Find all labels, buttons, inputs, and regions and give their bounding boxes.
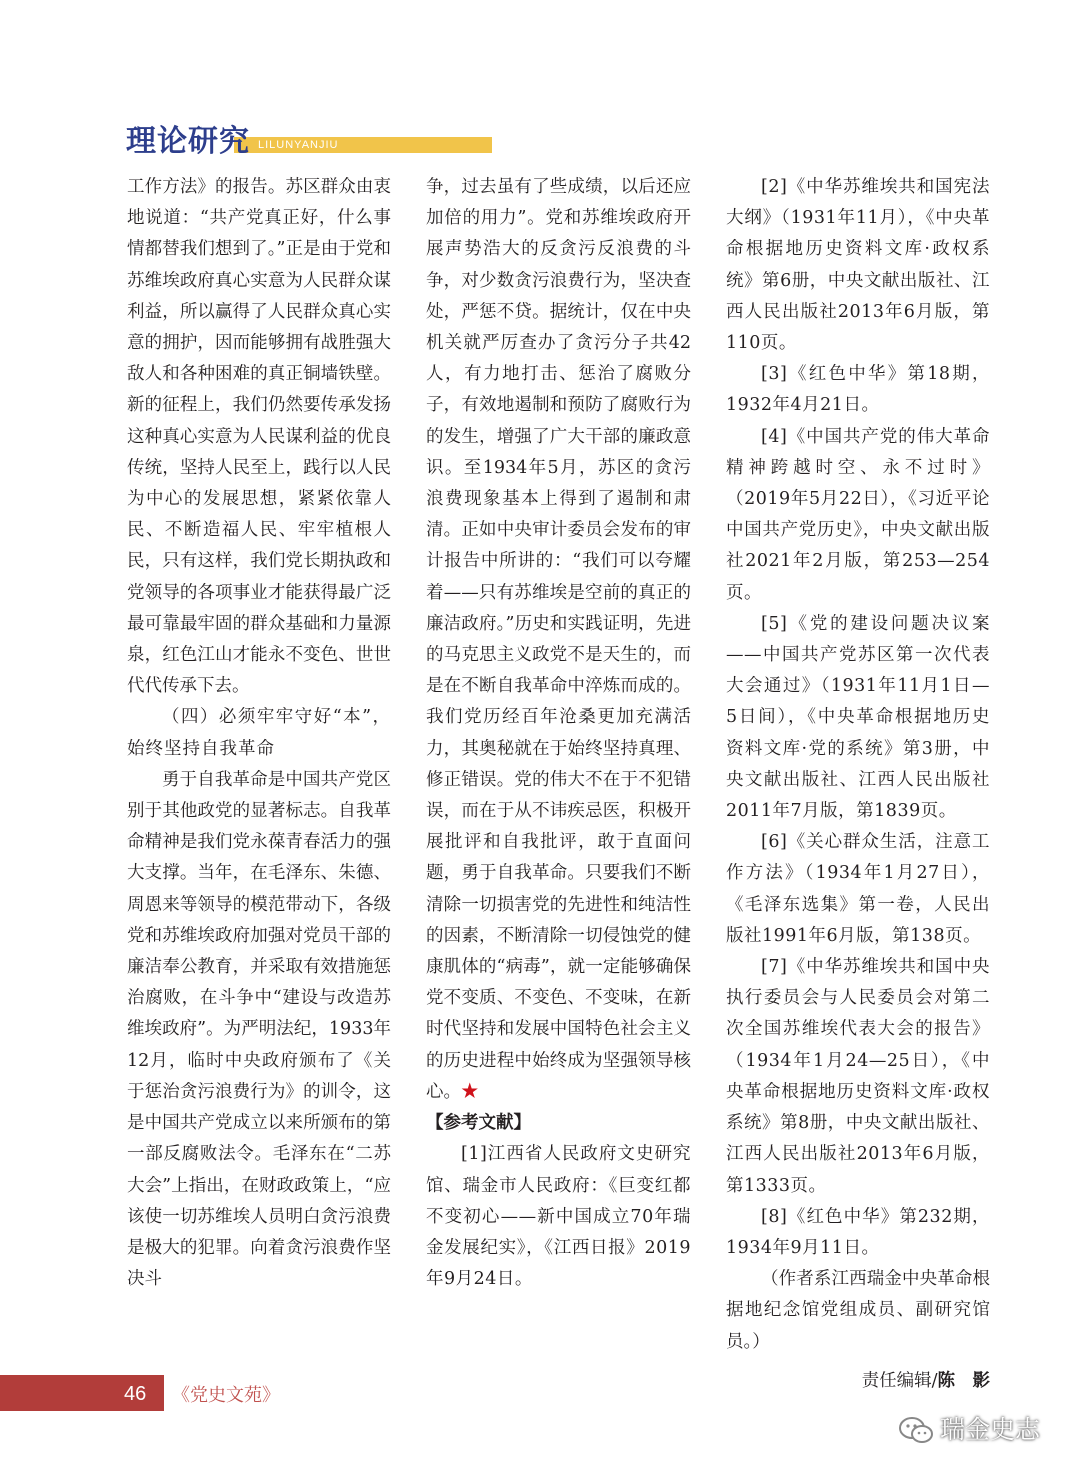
editor-name: 陈 影 xyxy=(937,1370,990,1391)
end-star-icon: ★ xyxy=(461,1081,479,1102)
article-column-2 xyxy=(426,172,709,1295)
reference-item: [3]《红色中华》第18期，1932年4月21日。 xyxy=(726,364,990,416)
reference-item: [6]《关心群众生活，注意工作方法》（1934年1月27日），《毛泽东选集》第一卷，人民出版社1991年6月版，第138页。 xyxy=(726,832,990,946)
wechat-icon xyxy=(898,1416,934,1446)
body-paragraph xyxy=(426,172,691,1108)
reference-item: [4]《中国共产党的伟大革命精神跨越时空、永不过时》（2019年5月22日），《习近平论中国共产党历史》，中央文献出版社2021年2月版，第253—254页。 xyxy=(726,426,990,603)
body-text: 争，过去虽有了些成绩，以后还应加倍的用力”。党和苏维埃政府开展声势浩大的反贪污反浪费的斗争，对少数贪污浪费行为，坚决查处，严惩不贷。据统计，仅在中央机关就严厉查办了贪污分子共42人，有力地打击、惩治了腐败分子，有效地遏制和预防了腐败行为的发生，增强了广大干部的廉政意识。至1934年5月，苏区的贪污浪费现象基本上得到了遏制和肃清。正如中央审计委员会发布的审计报告中所讲的：“我们可以夸耀着——只有苏维埃是空前的真正的廉洁政府。”历史和实践证明，先进的马克思主义政党不是天生的，而是在不断自我革命中淬炼而成的。我们党历经百年沧桑更加充满活力，其奥秘就在于始终坚持真理、修正错误。党的伟大不在于不犯错误，而在于从不讳疾忌医，积极开展批评和自我批评，敢于直面问题，勇于自我革命。只要我们不断清除一切损害党的先进性和纯洁性的因素，不断清除一切侵蚀党的健康肌体的“病毒”，就一定能够确保党不变质、不变色、不变味，在新时代坚持和发展中国特色社会主义的历史进程中始终成为坚强领导核心。 xyxy=(426,177,691,1102)
reference-item: [1]江西省人民政府文史研究馆、瑞金市人民政府：《巨变红都 不变初心——新中国成立70年瑞金发展纪实》，《江西日报》2019年9月24日。 xyxy=(426,1144,709,1290)
watermark xyxy=(898,1410,1040,1446)
body-paragraph: 工作方法》的报告。苏区群众由衷地说道：“共产党真正好，什么事情都替我们想到了。”正是由于党和苏维埃政府真心实意为人民群众谋利益，所以赢得了人民群众真心实意的拥护，因而能够拥有战胜强大敌人和各种困难的真正铜墙铁壁。新的征程上，我们仍然要传承发扬这种真心实意为人民谋利益的优良传统，坚持人民至上，践行以人民为中心的发展思想，紧紧依靠人民、不断造福人民、牢牢植根人民，只有这样，我们党长期执政和党领导的各项事业才能获得最广泛最可靠最牢固的群众基础和力量源泉，红色江山才能永不变色、世世代代传承下去。 xyxy=(127,177,391,697)
page-number: 46 xyxy=(124,1383,147,1405)
article-column-1 xyxy=(127,172,391,1295)
body-paragraph: 勇于自我革命是中国共产党区别于其他政党的显著标志。自我革命精神是我们党永葆青春活力的强大支撑。当年，在毛泽东、朱德、周恩来等领导的模范带动下，各级党和苏维埃政府加强对党员干部的廉洁奉公教育，并采取有效措施惩治腐败，在斗争中“建设与改造苏维埃政府”。为严明法纪，1933年12月，临时中央政府颁布了《关于惩治贪污浪费行为》的训令，这是中国共产党成立以来所颁布的第一部反腐败法令。毛泽东在“二苏大会”上指出，在财政政策上，“应该使一切苏维埃人员明白贪污浪费是极大的犯罪。向着贪污浪费作坚决斗 xyxy=(127,769,391,1290)
reference-item: [8]《红色中华》第232期，1934年9月11日。 xyxy=(726,1206,990,1258)
reference-item: [5]《党的建设问题决议案——中国共产党苏区第一次代表大会通过》（1931年11月1日—5日间），《中央革命根据地历史资料文库·党的系统》第3册，中央文献出版社、江西人民出版社2011年7月版，第1839页。 xyxy=(726,613,990,822)
section-pinyin-tag: LILUNYANJIU xyxy=(234,137,492,153)
reference-item: [7]《中华苏维埃共和国中央执行委员会与人民委员会对第二次全国苏维埃代表大会的报告》（1934年1月24—25日），《中央革命根据地历史资料文库·政权系统》第8册，中央文献出版社、江西人民出版社2013年6月版，第1333页。 xyxy=(726,957,990,1196)
references-heading: 【参考文献】 xyxy=(426,1113,531,1134)
reference-item: [2]《中华苏维埃共和国宪法大纲》（1931年11月），《中央革命根据地历史资料文库·政权系统》第6册，中央文献出版社、江西人民出版社2013年6月版，第110页。 xyxy=(726,177,990,354)
editor-credit xyxy=(726,1366,990,1397)
author-note: （作者系江西瑞金中央革命根据地纪念馆党组成员、副研究馆员。） xyxy=(726,1269,990,1352)
article-column-3 xyxy=(726,172,990,1397)
section-subheading: （四）必须牢牢守好“本”，始终坚持自我革命 xyxy=(127,707,391,759)
section-title: 理论研究 xyxy=(126,124,250,159)
journal-name: 《党史文苑》 xyxy=(172,1385,280,1406)
editor-label: 责任编辑/ xyxy=(861,1370,938,1391)
watermark-text: 瑞金史志 xyxy=(940,1415,1041,1444)
